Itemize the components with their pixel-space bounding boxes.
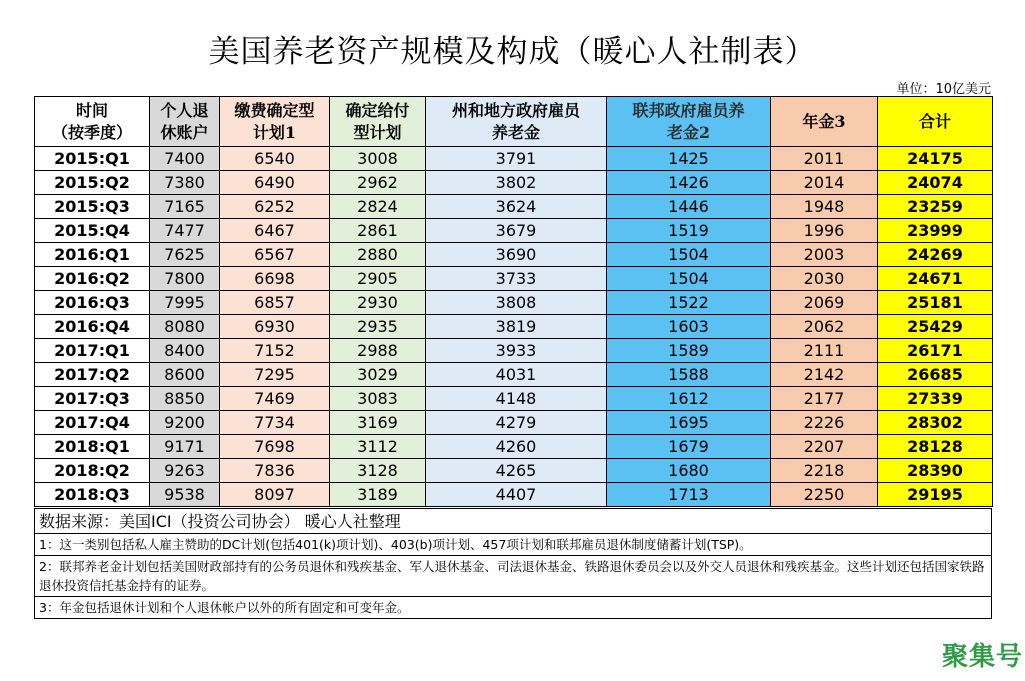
cell-ira: 9263 [150,459,220,483]
table-row [35,387,993,411]
table-body [35,147,993,507]
cell-annuity: 2069 [771,291,878,315]
cell-db-plan: 2905 [330,267,426,291]
cell-time: 2016:Q3 [35,291,150,315]
page-title: 美国养老资产规模及构成（暖心人社制表） [208,34,817,70]
cell-db-plan: 3189 [330,483,426,507]
cell-total: 24671 [878,267,993,291]
cell-db-plan: 2861 [330,219,426,243]
cell-state-local-pension: 3808 [426,291,607,315]
cell-federal-pension: 1588 [607,363,771,387]
cell-total: 28128 [878,435,993,459]
cell-ira: 7477 [150,219,220,243]
cell-total: 24074 [878,171,993,195]
cell-time: 2017:Q2 [35,363,150,387]
cell-federal-pension: 1504 [607,267,771,291]
cell-annuity: 1996 [771,219,878,243]
column-header-ira: 个人退 休账户 [150,97,220,147]
cell-ira: 7995 [150,291,220,315]
column-header-annuity: 年金3 [771,97,878,147]
cell-ira: 8080 [150,315,220,339]
column-header-state-local-pension: 州和地方政府雇员 养老金 [426,97,607,147]
table-row [35,339,993,363]
cell-total: 29195 [878,483,993,507]
watermark-logo: 聚集号 [941,642,1023,672]
cell-dc-plan: 6252 [220,195,330,219]
cell-db-plan: 2988 [330,339,426,363]
cell-time: 2017:Q1 [35,339,150,363]
cell-federal-pension: 1603 [607,315,771,339]
cell-time: 2018:Q2 [35,459,150,483]
cell-total: 24269 [878,243,993,267]
footnote-1: 1：这一类别包括私人雇主赞助的DC计划(包括401(k)项计划)、403(b)项计划、457项计划和联邦雇员退休制度储蓄计划(TSP)。 [35,534,992,556]
table-row [35,147,993,171]
cell-db-plan: 2930 [330,291,426,315]
table-row [35,291,993,315]
unit-label: 单位：10亿美元 [896,82,991,97]
cell-state-local-pension: 3933 [426,339,607,363]
table-row [35,459,993,483]
cell-state-local-pension: 3733 [426,267,607,291]
cell-db-plan: 2880 [330,243,426,267]
notes-table [34,508,992,619]
column-header-total: 合计 [878,97,993,147]
cell-time: 2015:Q2 [35,171,150,195]
cell-db-plan: 3169 [330,411,426,435]
cell-state-local-pension: 4260 [426,435,607,459]
table-row [35,435,993,459]
cell-ira: 7165 [150,195,220,219]
cell-dc-plan: 6467 [220,219,330,243]
cell-state-local-pension: 3819 [426,315,607,339]
cell-total: 28390 [878,459,993,483]
cell-time: 2015:Q4 [35,219,150,243]
table-row [35,483,993,507]
cell-time: 2016:Q2 [35,267,150,291]
table-row [35,267,993,291]
cell-dc-plan: 7152 [220,339,330,363]
cell-dc-plan: 6567 [220,243,330,267]
pension-asset-table [34,96,993,507]
table-header-row [35,97,993,147]
cell-annuity: 2030 [771,267,878,291]
cell-time: 2015:Q1 [35,147,150,171]
cell-total: 25429 [878,315,993,339]
cell-annuity: 2226 [771,411,878,435]
table-row [35,195,993,219]
cell-dc-plan: 6540 [220,147,330,171]
cell-db-plan: 3128 [330,459,426,483]
cell-federal-pension: 1519 [607,219,771,243]
cell-total: 27339 [878,387,993,411]
cell-federal-pension: 1612 [607,387,771,411]
cell-annuity: 2111 [771,339,878,363]
cell-state-local-pension: 3802 [426,171,607,195]
cell-db-plan: 3112 [330,435,426,459]
cell-annuity: 2218 [771,459,878,483]
cell-state-local-pension: 3624 [426,195,607,219]
cell-state-local-pension: 4265 [426,459,607,483]
table-row [35,219,993,243]
cell-ira: 8400 [150,339,220,363]
cell-total: 28302 [878,411,993,435]
cell-federal-pension: 1504 [607,243,771,267]
column-header-federal-pension: 联邦政府雇员养 老金2 [607,97,771,147]
column-header-time: 时间 （按季度） [35,97,150,147]
cell-federal-pension: 1680 [607,459,771,483]
cell-db-plan: 3008 [330,147,426,171]
cell-time: 2015:Q3 [35,195,150,219]
cell-dc-plan: 7295 [220,363,330,387]
cell-db-plan: 2935 [330,315,426,339]
cell-db-plan: 3029 [330,363,426,387]
cell-total: 23999 [878,219,993,243]
cell-time: 2016:Q1 [35,243,150,267]
cell-annuity: 2207 [771,435,878,459]
cell-total: 26171 [878,339,993,363]
footnote-3: 3：年金包括退休计划和个人退休帐户以外的所有固定和可变年金。 [35,597,992,619]
cell-ira: 7800 [150,267,220,291]
cell-state-local-pension: 4148 [426,387,607,411]
footnote-2: 2：联邦养老金计划包括美国财政部持有的公务员退休和残疾基金、军人退休基金、司法退休基金、铁路退休委员会以及外交人员退休和残疾基金。这些计划还包括国家铁路退休投资信托基金持有的证券。 [35,556,992,597]
cell-ira: 7400 [150,147,220,171]
table-row [35,411,993,435]
table-row [35,171,993,195]
cell-dc-plan: 7836 [220,459,330,483]
cell-dc-plan: 7469 [220,387,330,411]
cell-dc-plan: 6490 [220,171,330,195]
cell-annuity: 2003 [771,243,878,267]
cell-annuity: 2011 [771,147,878,171]
cell-time: 2018:Q1 [35,435,150,459]
cell-federal-pension: 1522 [607,291,771,315]
cell-db-plan: 2962 [330,171,426,195]
cell-dc-plan: 6857 [220,291,330,315]
cell-time: 2017:Q4 [35,411,150,435]
cell-federal-pension: 1426 [607,171,771,195]
cell-federal-pension: 1589 [607,339,771,363]
cell-annuity: 2014 [771,171,878,195]
cell-ira: 9171 [150,435,220,459]
cell-federal-pension: 1446 [607,195,771,219]
cell-dc-plan: 6930 [220,315,330,339]
cell-dc-plan: 6698 [220,267,330,291]
cell-federal-pension: 1425 [607,147,771,171]
cell-annuity: 1948 [771,195,878,219]
cell-time: 2016:Q4 [35,315,150,339]
cell-time: 2017:Q3 [35,387,150,411]
cell-state-local-pension: 4031 [426,363,607,387]
cell-dc-plan: 7734 [220,411,330,435]
cell-state-local-pension: 3791 [426,147,607,171]
cell-state-local-pension: 4279 [426,411,607,435]
cell-federal-pension: 1695 [607,411,771,435]
cell-total: 24175 [878,147,993,171]
cell-federal-pension: 1713 [607,483,771,507]
cell-ira: 8600 [150,363,220,387]
cell-dc-plan: 7698 [220,435,330,459]
cell-ira: 7380 [150,171,220,195]
cell-db-plan: 2824 [330,195,426,219]
cell-annuity: 2062 [771,315,878,339]
source-note: 数据来源：美国ICI（投资公司协会） 暖心人社整理 [35,509,992,534]
cell-db-plan: 3083 [330,387,426,411]
cell-time: 2018:Q3 [35,483,150,507]
cell-ira: 8850 [150,387,220,411]
table-row [35,315,993,339]
column-header-dc-plan: 缴费确定型 计划1 [220,97,330,147]
cell-annuity: 2142 [771,363,878,387]
cell-federal-pension: 1679 [607,435,771,459]
cell-annuity: 2250 [771,483,878,507]
column-header-db-plan: 确定给付 型计划 [330,97,426,147]
cell-dc-plan: 8097 [220,483,330,507]
table-row [35,363,993,387]
cell-total: 26685 [878,363,993,387]
table-row [35,243,993,267]
cell-ira: 7625 [150,243,220,267]
cell-state-local-pension: 3679 [426,219,607,243]
cell-ira: 9538 [150,483,220,507]
cell-state-local-pension: 4407 [426,483,607,507]
cell-state-local-pension: 3690 [426,243,607,267]
cell-total: 23259 [878,195,993,219]
cell-ira: 9200 [150,411,220,435]
cell-total: 25181 [878,291,993,315]
cell-annuity: 2177 [771,387,878,411]
